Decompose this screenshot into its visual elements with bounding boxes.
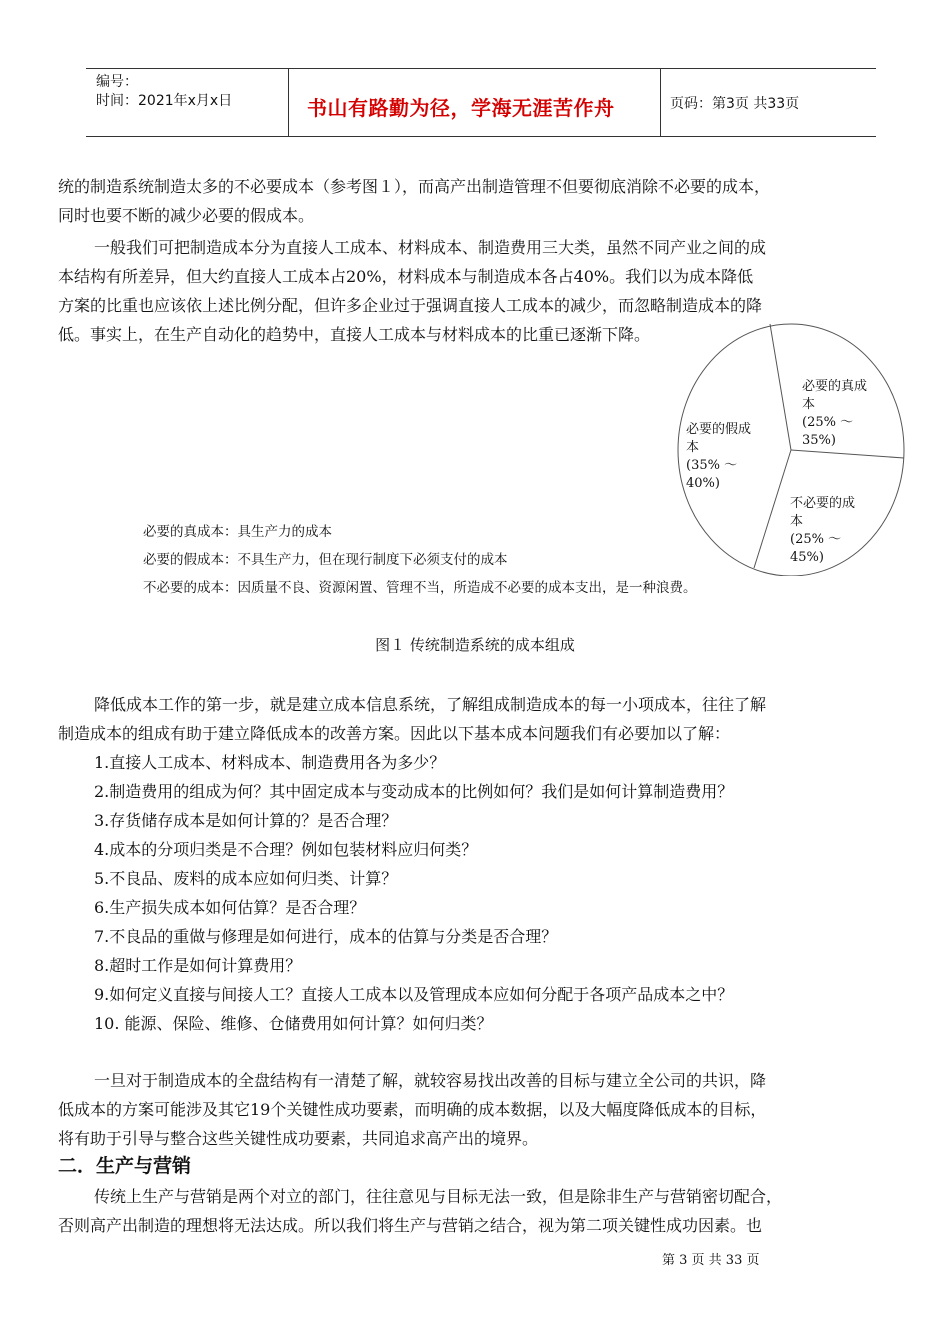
header-top-rule [86, 68, 876, 69]
section-title: 二．生产与营销 [58, 1155, 192, 1177]
para3-line-2: 低成本的方案可能涉及其它19个关键性成功要素，而明确的成本数据，以及大幅度降低成本的目标， [58, 1100, 767, 1119]
para2-line-2: 制造成本的组成有助于建立降低成本的改善方案。因此以下基本成本问题我们有必要加以了解： [58, 724, 731, 743]
question-10: 10. 能源、保险、维修、仓储费用如何计算？如何归类？ [94, 1014, 493, 1033]
question-4: 4.成本的分项归类是不合理？例如包装材料应归何类？ [94, 840, 478, 859]
para2-line-1: 降低成本工作的第一步，就是建立成本信息系统，了解组成制造成本的每一小项成本，往往了解 [94, 695, 767, 714]
header-bottom-rule [86, 136, 876, 137]
pie-label-unnecessary-l1: 不必要的成 [790, 496, 856, 511]
header-page-number: 页码：第3页 共33页 [670, 96, 800, 112]
para4-line-2: 否则高产出制造的理想将无法达成。所以我们将生产与营销之结合，视为第二项关键性成功因素。也 [58, 1216, 763, 1235]
pie-label-unnecessary-l4: 45%) [790, 550, 824, 565]
legend-true-cost: 必要的真成本：具生产力的成本 [143, 524, 332, 540]
para1-line-3: 方案的比重也应该依上述比例分配，但许多企业过于强调直接人工成本的减少，而忽略制造成本的降 [58, 296, 763, 315]
pie-label-unnecessary-cost [790, 495, 855, 567]
para1-line-2: 本结构有所差异，但大约直接人工成本占20%，材料成本与制造成本各占40%。我们以为成本降低 [58, 267, 754, 286]
question-3: 3.存货储存成本是如何计算的？是否合理？ [94, 811, 398, 830]
question-8: 8.超时工作是如何计算费用？ [94, 956, 302, 975]
question-9: 9.如何定义直接与间接人工？直接人工成本以及管理成本应如何分配于各项产品成本之中？ [94, 985, 734, 1004]
pie-label-false-cost [686, 421, 751, 493]
para1-line-1: 一般我们可把制造成本分为直接人工成本、材料成本、制造费用三大类，虽然不同产业之间的成 [94, 238, 767, 257]
pie-label-false-cost-l2: 本 [686, 440, 700, 455]
header-number: 编号： [96, 74, 138, 90]
legend-unnecessary-cost: 不必要的成本：因质量不良、资源闲置、管理不当，所造成不必要的成本支出，是一种浪费。 [143, 580, 697, 596]
para1-line-4: 低。事实上，在生产自动化的趋势中，直接人工成本与材料成本的比重已逐渐下降。 [58, 325, 651, 344]
para3-line-1: 一旦对于制造成本的全盘结构有一清楚了解，就较容易找出改善的目标与建立全公司的共识，降 [94, 1071, 767, 1090]
figure-caption: 图１ 传统制造系统的成本组成 [375, 636, 575, 654]
header-time: 时间：2021年x月x日 [96, 93, 233, 109]
intro-line-1: 统的制造系统制造太多的不必要成本（参考图１），而高产出制造管理不但要彻底消除不必要的成本， [58, 177, 771, 196]
question-2: 2.制造费用的组成为何？其中固定成本与变动成本的比例如何？我们是如何计算制造费用？ [94, 782, 734, 801]
header-divider-left [288, 68, 289, 136]
page-footer: 第 3 页 共 33 页 [662, 1253, 760, 1268]
legend-false-cost: 必要的假成本：不具生产力，但在现行制度下必须支付的成本 [143, 552, 508, 568]
pie-label-false-cost-l3: (35% ～ [686, 458, 738, 473]
pie-label-true-cost-l3: (25% ～ [802, 415, 854, 430]
pie-label-false-cost-l4: 40%) [686, 476, 720, 491]
question-7: 7.不良品的重做与修理是如何进行，成本的估算与分类是否合理？ [94, 927, 558, 946]
intro-line-2: 同时也要不断的减少必要的假成本。 [58, 206, 315, 225]
pie-label-true-cost-l4: 35%) [802, 433, 836, 448]
pie-label-true-cost [802, 378, 867, 450]
question-6: 6.生产损失成本如何估算？是否合理？ [94, 898, 366, 917]
pie-label-unnecessary-l2: 本 [790, 514, 804, 529]
pie-label-true-cost-l2: 本 [802, 397, 816, 412]
header-motto: 书山有路勤为径，学海无涯苦作舟 [307, 96, 615, 120]
header-divider-right [660, 68, 661, 136]
pie-label-true-cost-l1: 必要的真成 [802, 379, 868, 394]
question-1: 1.直接人工成本、材料成本、制造费用各为多少？ [94, 753, 446, 772]
para3-line-3: 将有助于引导与整合这些关键性成功要素，共同追求高产出的境界。 [58, 1129, 539, 1148]
para4-line-1: 传统上生产与营销是两个对立的部门，往往意见与目标无法一致，但是除非生产与营销密切配合， [94, 1187, 783, 1206]
pie-label-false-cost-l1: 必要的假成 [686, 422, 752, 437]
question-5: 5.不良品、废料的成本应如何归类、计算？ [94, 869, 398, 888]
pie-label-unnecessary-l3: (25% ～ [790, 532, 842, 547]
